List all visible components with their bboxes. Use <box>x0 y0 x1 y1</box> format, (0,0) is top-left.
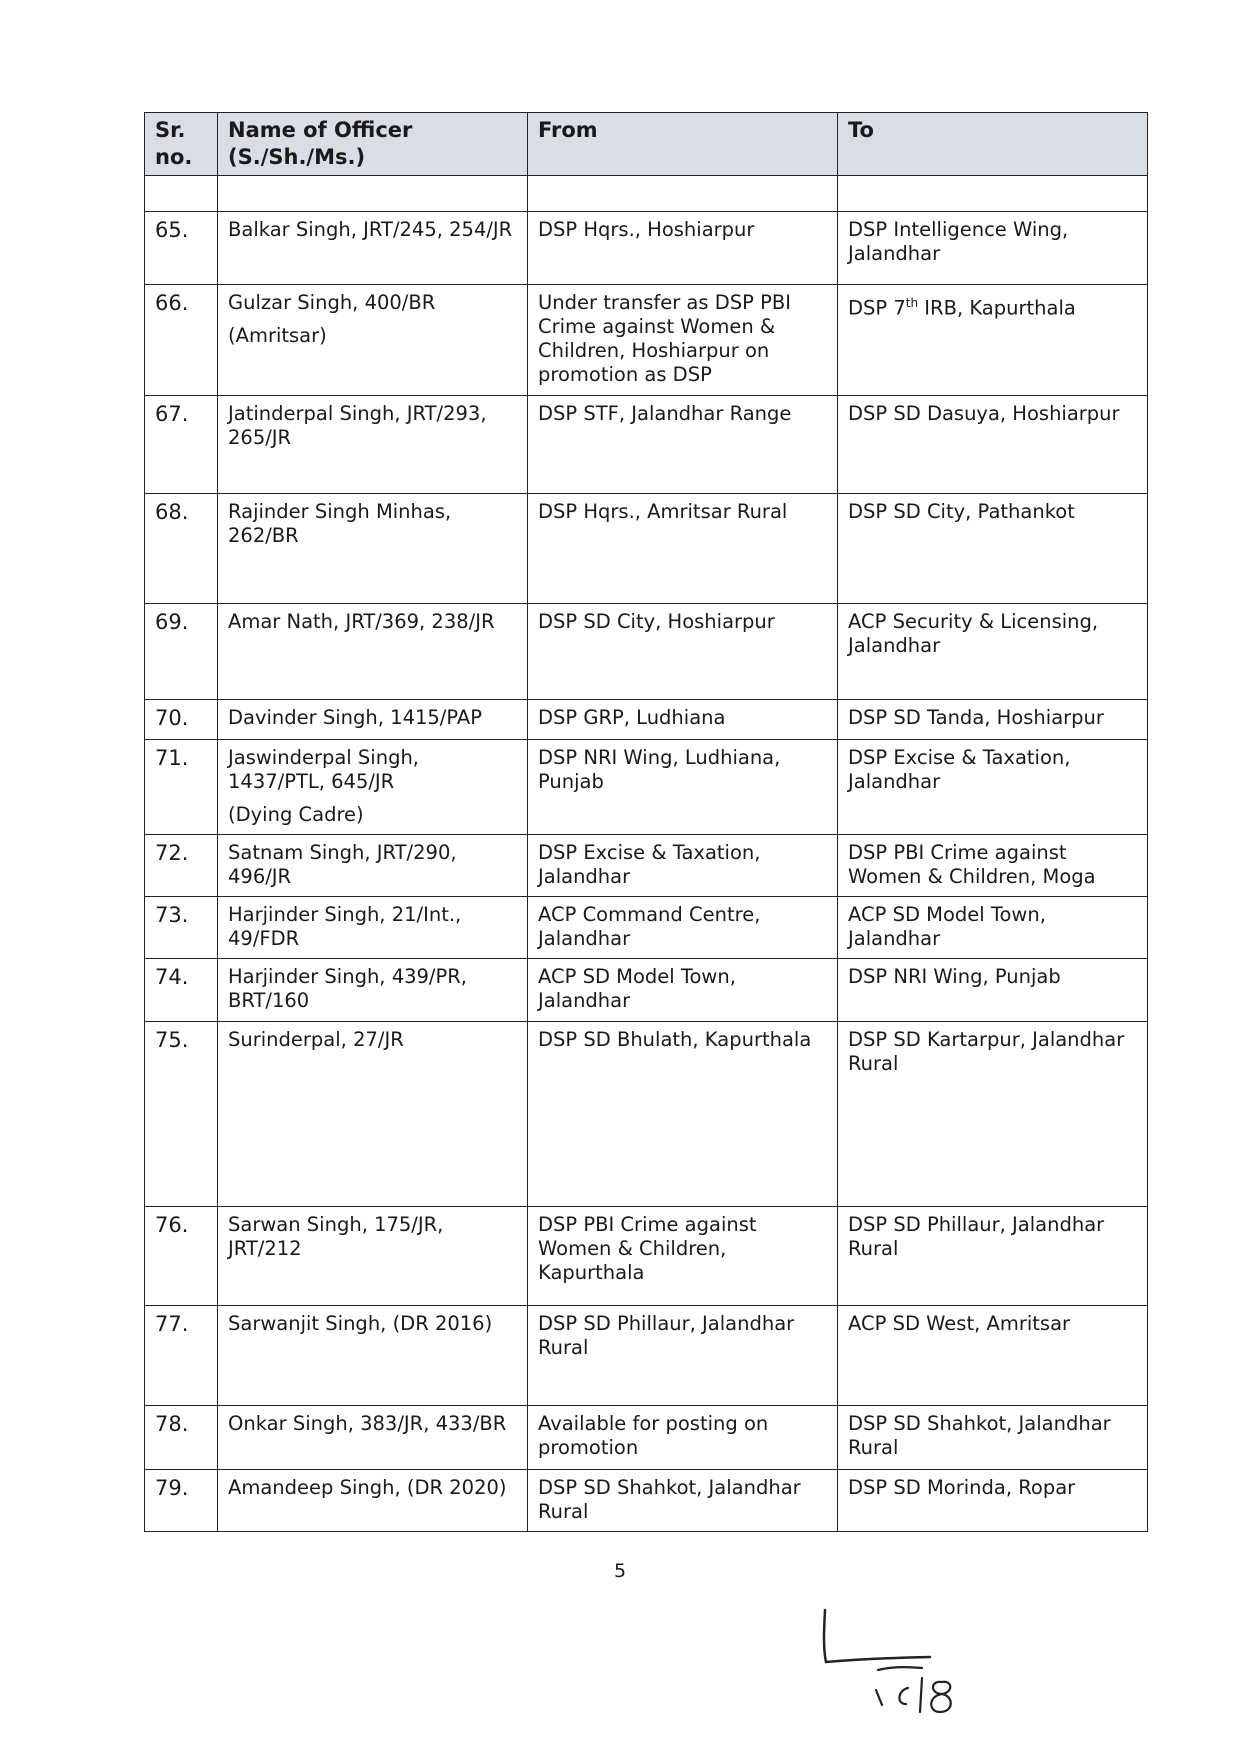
from-cell: DSP SD Phillaur, Jalandhar Rural <box>528 1306 838 1406</box>
from-cell: DSP SD Bhulath, Kapurthala <box>528 1022 838 1207</box>
table-row <box>145 740 1148 835</box>
officer-name-cell: Harjinder Singh, 21/Int., 49/FDR <box>218 897 528 959</box>
from-cell: ACP SD Model Town, Jalandhar <box>528 959 838 1022</box>
blank-cell <box>218 176 528 212</box>
header-to: To <box>838 113 1148 176</box>
to-cell: DSP Intelligence Wing, Jalandhar <box>838 212 1148 285</box>
officer-name: Jaswinderpal Singh, 1437/PTL, 645/JR <box>228 746 420 793</box>
from-cell: DSP Hqrs., Amritsar Rural <box>528 494 838 604</box>
to-cell: ACP SD West, Amritsar <box>838 1306 1148 1406</box>
officer-name-cell: Surinderpal, 27/JR <box>218 1022 528 1207</box>
officer-name-cell: Davinder Singh, 1415/PAP <box>218 700 528 740</box>
sr-no-cell: 72. <box>145 835 218 897</box>
to-text-post: IRB, Kapurthala <box>918 296 1076 320</box>
from-cell: DSP SD City, Hoshiarpur <box>528 604 838 700</box>
officer-name-cell: Satnam Singh, JRT/290, 496/JR <box>218 835 528 897</box>
officer-name-note: (Amritsar) <box>228 324 327 347</box>
from-cell: Available for posting on promotion <box>528 1406 838 1470</box>
sr-no-cell: 67. <box>145 396 218 494</box>
to-cell <box>838 285 1148 396</box>
table-row <box>145 212 1148 285</box>
from-cell: DSP PBI Crime against Women & Children, Kapurthala <box>528 1207 838 1306</box>
table-row <box>145 700 1148 740</box>
transfer-table <box>144 112 1148 1532</box>
table-row <box>145 604 1148 700</box>
header-officer-name: Name of Officer (S./Sh./Ms.) <box>218 113 528 176</box>
table-row <box>145 285 1148 396</box>
sr-no-cell: 78. <box>145 1406 218 1470</box>
to-cell: DSP SD Tanda, Hoshiarpur <box>838 700 1148 740</box>
blank-cell <box>145 176 218 212</box>
sr-no-cell: 74. <box>145 959 218 1022</box>
header-from: From <box>528 113 838 176</box>
officer-name-cell: Harjinder Singh, 439/PR, BRT/160 <box>218 959 528 1022</box>
table-row <box>145 959 1148 1022</box>
to-cell: DSP NRI Wing, Punjab <box>838 959 1148 1022</box>
blank-row <box>145 176 1148 212</box>
header-sr-no: Sr. no. <box>145 113 218 176</box>
to-cell: ACP Security & Licensing, Jalandhar <box>838 604 1148 700</box>
sr-no-cell: 68. <box>145 494 218 604</box>
to-text-pre: DSP 7 <box>848 296 906 320</box>
table-row <box>145 1306 1148 1406</box>
handwritten-initials-signature <box>810 1600 1010 1720</box>
to-cell: DSP SD Shahkot, Jalandhar Rural <box>838 1406 1148 1470</box>
sr-no-cell: 65. <box>145 212 218 285</box>
to-cell: DSP SD Kartarpur, Jalandhar Rural <box>838 1022 1148 1207</box>
to-cell: DSP SD Morinda, Ropar <box>838 1470 1148 1532</box>
from-cell: DSP Hqrs., Hoshiarpur <box>528 212 838 285</box>
officer-name-cell: Sarwanjit Singh, (DR 2016) <box>218 1306 528 1406</box>
from-cell: DSP STF, Jalandhar Range <box>528 396 838 494</box>
table-row <box>145 1207 1148 1306</box>
sr-no-cell: 70. <box>145 700 218 740</box>
table-row <box>145 494 1148 604</box>
blank-cell <box>528 176 838 212</box>
blank-cell <box>838 176 1148 212</box>
sr-no-cell: 79. <box>145 1470 218 1532</box>
table-row <box>145 835 1148 897</box>
sr-no-cell: 66. <box>145 285 218 396</box>
sr-no-cell: 73. <box>145 897 218 959</box>
sr-no-cell: 77. <box>145 1306 218 1406</box>
sr-no-cell: 76. <box>145 1207 218 1306</box>
officer-name-cell: Amar Nath, JRT/369, 238/JR <box>218 604 528 700</box>
officer-name-cell: Rajinder Singh Minhas, 262/BR <box>218 494 528 604</box>
to-cell: ACP SD Model Town, Jalandhar <box>838 897 1148 959</box>
table-row <box>145 1470 1148 1532</box>
officer-name-cell: Sarwan Singh, 175/JR, JRT/212 <box>218 1207 528 1306</box>
to-cell: DSP Excise & Taxation, Jalandhar <box>838 740 1148 835</box>
to-cell: DSP SD City, Pathankot <box>838 494 1148 604</box>
sr-no-cell: 75. <box>145 1022 218 1207</box>
table-row <box>145 1022 1148 1207</box>
page-number: 5 <box>613 1560 627 1582</box>
officer-name-cell: Jatinderpal Singh, JRT/293, 265/JR <box>218 396 528 494</box>
table-row <box>145 1406 1148 1470</box>
table-row <box>145 897 1148 959</box>
to-cell: DSP SD Dasuya, Hoshiarpur <box>838 396 1148 494</box>
sr-no-cell: 71. <box>145 740 218 835</box>
from-cell: DSP GRP, Ludhiana <box>528 700 838 740</box>
officer-name-cell <box>218 285 528 396</box>
ordinal-superscript: th <box>905 296 919 310</box>
table-row <box>145 396 1148 494</box>
officer-name-cell: Amandeep Singh, (DR 2020) <box>218 1470 528 1532</box>
to-cell: DSP PBI Crime against Women & Children, Moga <box>838 835 1148 897</box>
officer-name-cell: Onkar Singh, 383/JR, 433/BR <box>218 1406 528 1470</box>
officer-name-cell: Balkar Singh, JRT/245, 254/JR <box>218 212 528 285</box>
from-cell: ACP Command Centre, Jalandhar <box>528 897 838 959</box>
officer-name: Gulzar Singh, 400/BR <box>228 291 436 314</box>
from-cell: DSP Excise & Taxation, Jalandhar <box>528 835 838 897</box>
from-cell: Under transfer as DSP PBI Crime against Women & Children, Hoshiarpur on promotion as DSP <box>528 285 838 396</box>
officer-name-cell <box>218 740 528 835</box>
table-header-row <box>145 113 1148 176</box>
from-cell: DSP NRI Wing, Ludhiana, Punjab <box>528 740 838 835</box>
sr-no-cell: 69. <box>145 604 218 700</box>
from-cell: DSP SD Shahkot, Jalandhar Rural <box>528 1470 838 1532</box>
to-cell: DSP SD Phillaur, Jalandhar Rural <box>838 1207 1148 1306</box>
officer-name-note: (Dying Cadre) <box>228 803 364 826</box>
